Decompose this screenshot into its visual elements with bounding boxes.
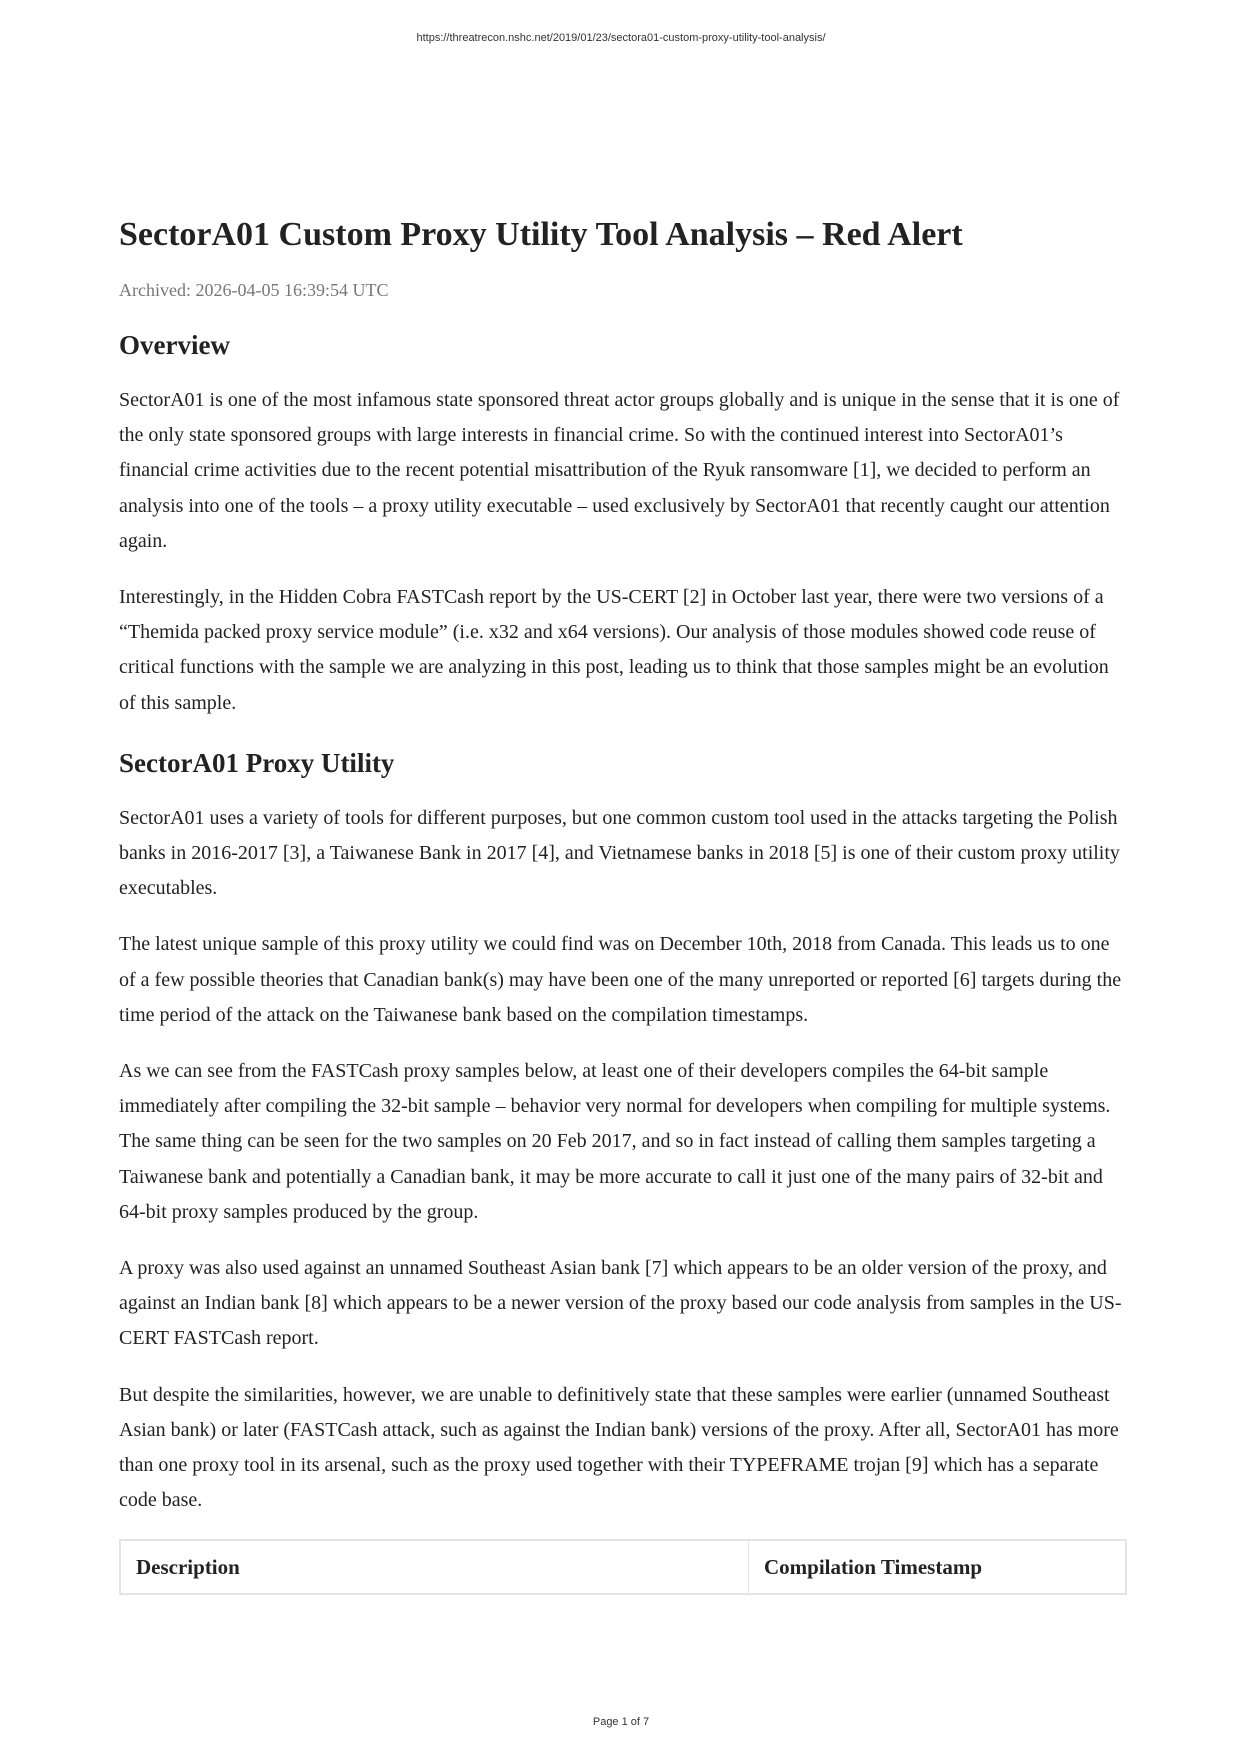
- archived-timestamp: Archived: 2026-04-05 16:39:54 UTC: [119, 280, 389, 300]
- section-heading-overview: Overview: [119, 330, 230, 360]
- section-heading-proxy-utility: SectorA01 Proxy Utility: [119, 747, 395, 778]
- paragraph: As we can see from the FASTCash proxy samples below, at least one of their developers compiles the 64-bit sample immediately after compiling the 32-bit sample – behavior very normal for developers when compiling for multiple systems. The same thing can be seen for the two samples on 20 Feb 2017, and so in fact instead of calling them samples targeting a Taiwanese bank and potentially a Canadian bank, it may be more accurate to call it just one of the many pairs of 32-bit and 64-bit proxy samples produced by the group.: [119, 1060, 1111, 1223]
- paragraph: But despite the similarities, however, we are unable to definitively state that these samples were earlier (unnamed Southeast Asian bank) or later (FASTCash attack, such as against the Indian bank) versions of the proxy. After all, SectorA01 has more than one proxy tool in its arsenal, such as the proxy used together with their TYPEFRAME trojan [9] which has a separate code base.: [119, 1383, 1119, 1512]
- column-header-compilation-timestamp: Compilation Timestamp: [749, 1540, 1127, 1594]
- paragraph: SectorA01 uses a variety of tools for different purposes, but one common custom tool used in the attacks targeting the Polish banks in 2016-2017 [3], a Taiwanese Bank in 2017 [4], and Vietnamese banks in 2018 [5] is one of their custom proxy utility executables.: [119, 806, 1120, 900]
- article-title: SectorA01 Custom Proxy Utility Tool Analysis – Red Alert: [119, 216, 963, 253]
- page-number: Page 1 of 7: [592, 1716, 650, 1728]
- column-header-description: Description: [120, 1540, 749, 1594]
- article: [119, 205, 1127, 1595]
- paragraph: A proxy was also used against an unnamed Southeast Asian bank [7] which appears to be an older version of the proxy, and against an Indian bank [8] which appears to be a newer version of the proxy based our code analysis from samples in the US-CERT FASTCash report.: [119, 1257, 1122, 1350]
- table-header-row: [120, 1540, 1126, 1594]
- page-url-header: https://threatrecon.nshc.net/2019/01/23/sectora01-custom-proxy-utility-tool-analysis/: [416, 32, 826, 44]
- paragraph: Interestingly, in the Hidden Cobra FASTCash report by the US-CERT [2] in October last year, there were two versions of a “Themida packed proxy service module” (i.e. x32 and x64 versions). Our analysis of those modules showed code reuse of critical functions with the sample we are analyzing in this post, leading us to think that those samples might be an evolution of this sample.: [119, 586, 1109, 714]
- compilation-table: [119, 1539, 1127, 1595]
- paragraph: SectorA01 is one of the most infamous state sponsored threat actor groups globally and is unique in the sense that it is one of the only state sponsored groups with large interests in financial crime. So with the continued interest into SectorA01’s financial crime activities due to the recent potential misattribution of the Ryuk ransomware [1], we decided to perform an analysis into one of the tools – a proxy utility executable – used exclusively by SectorA01 that recently caught our attention again.: [119, 389, 1120, 552]
- paragraph: The latest unique sample of this proxy utility we could find was on December 10th, 2018 from Canada. This leads us to one of a few possible theories that Canadian bank(s) may have been one of the many unreported or reported [6] targets during the time period of the attack on the Taiwanese bank based on the compilation timestamps.: [119, 933, 1122, 1026]
